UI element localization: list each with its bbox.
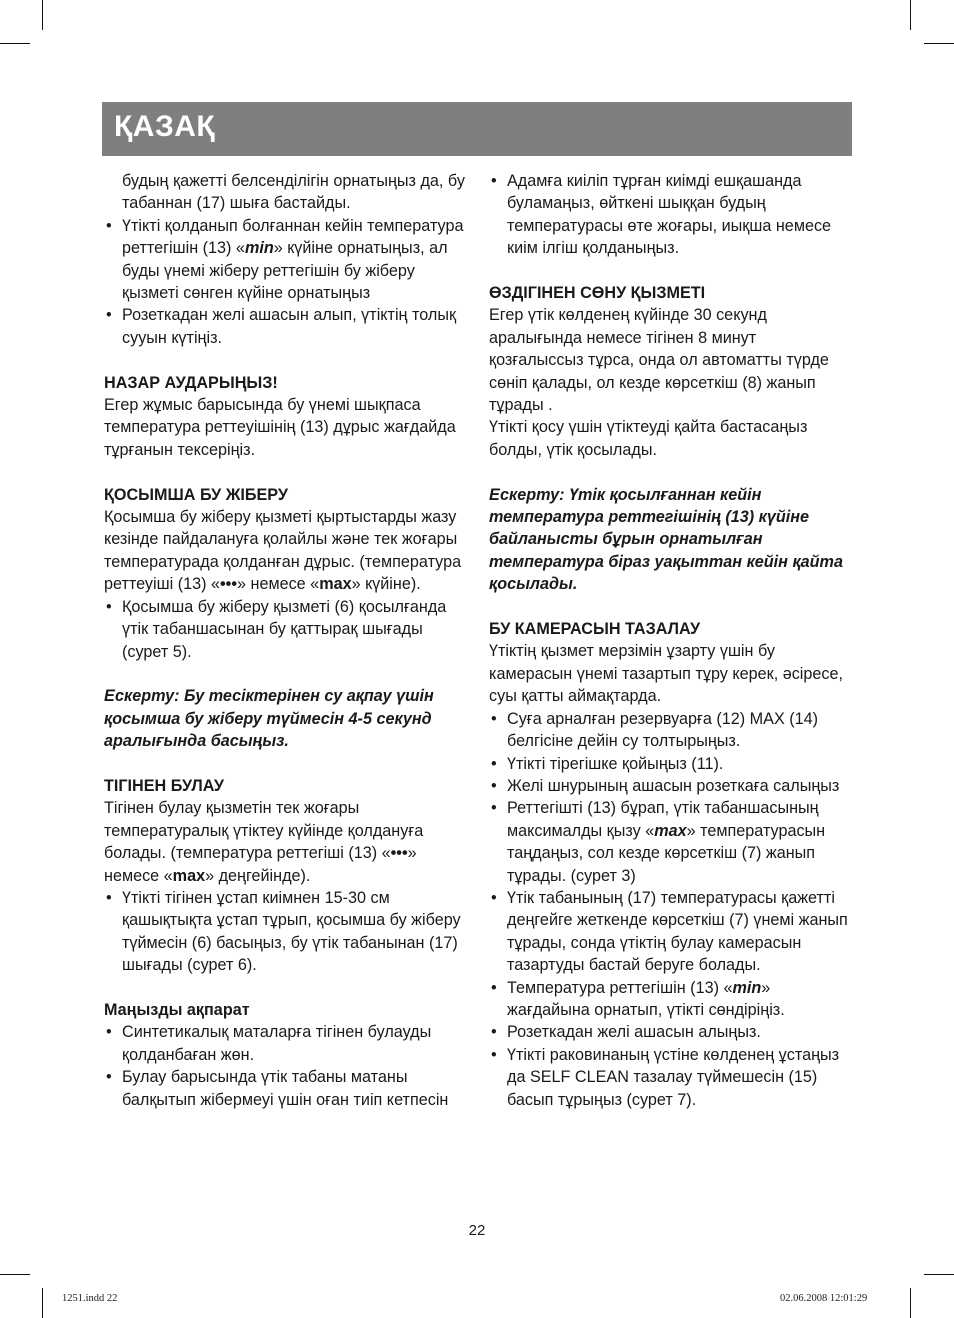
- section-heading: БУ КАМЕРАСЫН ТАЗАЛАУ: [489, 620, 701, 639]
- bullet-item: • Розеткадан желі ашасын алып, үтіктің толық сууын күтіңіз.: [104, 304, 466, 349]
- crop-mark: [910, 1288, 911, 1318]
- intro-text: будың қажетті белсенділігін орнатыңыз да, бу табаннан (17) шыға бастайды.: [122, 172, 465, 213]
- bullet-item: • Булау барысында үтік табаны матаны балқытып жібермеуі үшін оған тиіп кетпесін: [104, 1066, 466, 1111]
- crop-mark: [0, 43, 30, 44]
- bullet-item: • Реттегішті (13) бұрап, үтік табаншасының максималды қызу «max» температурасын таңдаңыз, сол кезде көрсеткіш (7) жанып тұрады. (сурет 3): [489, 797, 851, 887]
- paragraph: Үтікті қосу үшін үтіктеуді қайта бастасаңыз болды, үтік қосылады.: [489, 418, 808, 459]
- bullet-item: • Желі шнурының ашасын розеткаға салыңыз: [489, 775, 851, 797]
- crop-mark: [924, 43, 954, 44]
- section-heading: Маңызды ақпарат: [104, 1000, 250, 1019]
- paragraph: Егер үтік көлденең күйінде 30 секунд аралығында немесе тігінен 8 минут қозғалыссыз тұрса, онда ол автоматты түрде сөніп қалады, ол кезде көрсеткіш (8) жанып тұрады .: [489, 306, 829, 415]
- bullet-item: • Синтетикалық маталарға тігінен булауды қолданбаған жөн.: [104, 1021, 466, 1066]
- paragraph: Үтіктің қызмет мерзімін ұзарту үшін бу камерасын үнемі тазартып тұру керек, әсіресе, суы қатты аймақтарда.: [489, 642, 843, 706]
- bullet-item: • Розеткадан желі ашасын алыңыз.: [489, 1021, 851, 1043]
- section-heading: ҚОСЫМША БУ ЖІБЕРУ: [104, 485, 288, 504]
- crop-mark: [0, 1274, 30, 1275]
- language-title: ҚАЗАҚ: [114, 110, 216, 143]
- page-number: 22: [468, 1222, 486, 1239]
- note-text: Ескерту: Үтік қосылғаннан кейін температура реттегішінің (13) күйіне байланысты бұрын орнатылған температура біраз уақыттан кейін қайта қосылады.: [489, 485, 843, 594]
- bullet-item: • Үтікті тігінен ұстап киімнен 15-30 см қашықтықта ұстап тұрып, қосымша бу жіберу түймесін (6) басыңыз, бу үтік табанынан (17) шығады (сурет 6).: [104, 887, 466, 977]
- crop-mark: [42, 1288, 43, 1318]
- paragraph: Тігінен булау қызметін тек жоғары температуралық үтіктеу күйінде қолдануға болады. (температура реттегіші (13) «•••» немесе «max» деңгейінде).: [104, 799, 424, 885]
- language-header-bar: [102, 102, 852, 156]
- print-slug-date: 02.06.2008 12:01:29: [780, 1293, 868, 1304]
- print-slug-file: 1251.indd 22: [62, 1293, 118, 1304]
- bullet-item: • Суға арналған резервуарға (12) MAX (14) белгісіне дейін су толтырыңыз.: [489, 708, 851, 753]
- crop-mark: [42, 0, 43, 30]
- paragraph: Егер жұмыс барысында бу үнемі шықпаса температура реттеуішінің (13) дұрыс жағдайда тұрғанын тексеріңіз.: [104, 396, 456, 459]
- bullet-item: • Адамға киіліп тұрған киімді ешқашанда буламаңыз, өйткені шыққан будың температурасы өте жоғары, иықша немесе киім ілгіш қолданыңыз.: [489, 170, 851, 260]
- bullet-item: • Үтікті қолданып болғаннан кейін температура реттегішін (13) «min» күйіне орнатыңыз, ал буды үнемі жіберу реттегішін бу жіберу қызметі сөнген күйіне орнатыңыз: [104, 215, 466, 305]
- crop-mark: [910, 0, 911, 30]
- paragraph: Қосымша бу жіберу қызметі қыртыстарды жазу кезінде пайдалануға қолайлы және тек жоғары температурада қолданған дұрыс. (температура реттеуіші (13) «•••» немесе «max» күйіне).: [104, 508, 462, 594]
- left-column: [104, 170, 466, 1111]
- section-heading: ӨЗДІГІНЕН СӨНУ ҚЫЗМЕТІ: [489, 284, 706, 303]
- section-heading: НАЗАР АУДАРЫҢЫЗ!: [104, 373, 278, 392]
- section-heading: ТІГІНЕН БУЛАУ: [104, 776, 224, 795]
- crop-mark: [924, 1274, 954, 1275]
- right-column: [489, 170, 851, 1111]
- note-text: Ескерту: Бу тесіктерінен су ақпау үшін қосымша бу жіберу түймесін 4-5 секунд аралығында басыңыз.: [104, 687, 434, 751]
- bullet-item: • Үтікті тірегішке қойыңыз (11).: [489, 753, 851, 775]
- bullet-item: • Үтікті раковинаның үстіне көлденең ұстаңыз да SELF CLEAN тазалау түймешесін (15) басып тұрыңыз (сурет 7).: [489, 1044, 851, 1111]
- bullet-item: • Температура реттегішін (13) «min» жағдайына орнатып, үтікті сөндіріңіз.: [489, 977, 851, 1022]
- bullet-item: • Қосымша бу жіберу қызметі (6) қосылғанда үтік табаншасынан бу қаттырақ шығады (сурет 5).: [104, 596, 466, 663]
- bullet-item: • Үтік табанының (17) температурасы қажетті деңгейге жеткенде көрсеткіш (7) үнемі жанып тұрады, сонда үтіктің булау камерасын тазартуды бастай беруге болады.: [489, 887, 851, 977]
